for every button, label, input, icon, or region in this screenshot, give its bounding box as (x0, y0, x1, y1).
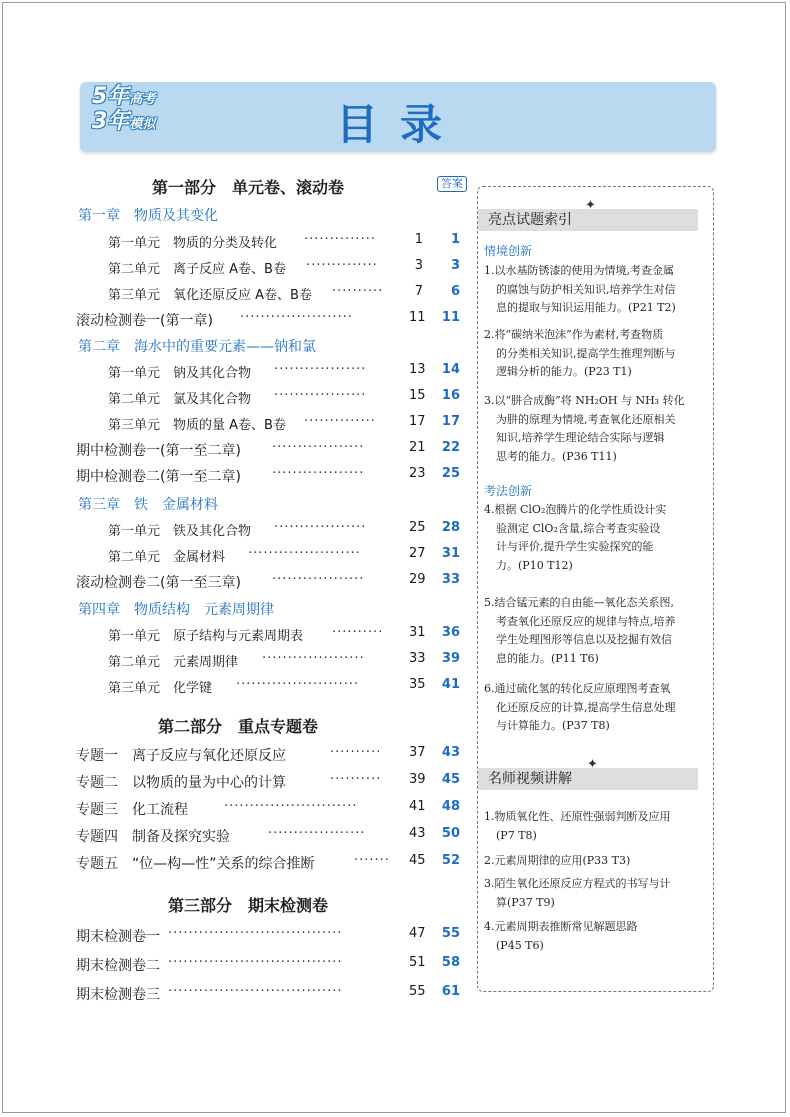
toc-label: 专题一 离子反应与氧化还原反应 (76, 748, 286, 764)
answer-page: 52 (441, 853, 460, 868)
answer-page: 33 (441, 572, 460, 587)
answer-page: 14 (441, 362, 460, 377)
highlight-item-6: 6.通过硫化氢的转化反应原理图考查氧 化还原反应的计算,提高学生信息处理 与计算能力。(P37 T8) (484, 682, 676, 732)
video-item-2[interactable]: 2.元素周期律的应用(P33 T3) (484, 854, 631, 867)
answer-column-tag: 答案 (437, 176, 467, 192)
answer-page: 61 (441, 984, 460, 999)
sparkle-icon: ✦ (585, 198, 596, 213)
leader-dots: ·································· (168, 955, 343, 970)
page-number: 11 (409, 310, 426, 325)
answer-page: 17 (441, 414, 460, 429)
toc-row-roll1[interactable] (76, 310, 460, 332)
leader-dots: ·················· (272, 572, 365, 587)
toc-label: 第一单元 原子结构与元素周期表 (108, 629, 304, 644)
page-number: 37 (409, 745, 426, 760)
chapter-2-heading: 第二章 海水中的重要元素——钠和氯 (78, 339, 316, 355)
leader-dots: ······· (354, 853, 390, 868)
toc-row-mid1[interactable] (76, 440, 460, 462)
leader-dots: ·················· (272, 440, 365, 455)
answer-page: 31 (441, 546, 460, 561)
chapter-3-heading: 第三章 铁 金属材料 (78, 497, 218, 513)
leader-dots: ·············· (304, 414, 376, 429)
toc-row-ch4-u1[interactable] (76, 625, 460, 647)
page-number: 55 (409, 984, 426, 999)
leader-dots: ·············· (304, 232, 376, 247)
toc-row-final1[interactable] (76, 926, 460, 948)
page-number: 17 (409, 414, 426, 429)
toc-row-ch1-u2[interactable] (76, 258, 460, 280)
toc-label: 专题四 制备及探究实验 (76, 829, 230, 845)
answer-page: 48 (441, 799, 460, 814)
toc-row-roll2[interactable] (76, 572, 460, 594)
answer-page: 28 (441, 520, 460, 535)
toc-label: 第三单元 氧化还原反应 A卷、B卷 (108, 288, 312, 303)
sparkle-icon: ✦ (587, 757, 598, 772)
brand-logo: 5年高考 3年模拟 (92, 84, 156, 134)
toc-row-mid2[interactable] (76, 466, 460, 488)
leader-dots: ·········· (330, 772, 382, 787)
page-number: 15 (409, 388, 426, 403)
leader-dots: ·················· (274, 388, 367, 403)
answer-page: 16 (441, 388, 460, 403)
highlight-item-3: 3.以“肼合成酶”将 NH₂OH 与 NH₃ 转化 为肼的原理为情境,考查氧化还原相关 知识,培养学生理论结合实际与逻辑 思考的能力。(P36 T11) (484, 394, 685, 463)
page-number: 13 (409, 362, 426, 377)
video-item-4[interactable]: 4.元素周期表推断常见解题思路 (P45 T6) (484, 920, 638, 952)
toc-label: 专题五 “位—构—性”关系的综合推断 (76, 856, 315, 872)
toc-label: 滚动检测卷一(第一章) (76, 313, 213, 329)
leader-dots: ·································· (168, 926, 343, 941)
toc-row-topic2[interactable] (76, 772, 460, 794)
answer-page: 50 (441, 826, 460, 841)
page-number: 27 (409, 546, 426, 561)
leader-dots: ·········· (332, 625, 384, 640)
answer-page: 43 (441, 745, 460, 760)
page-number: 51 (409, 955, 426, 970)
answer-page: 3 (450, 258, 460, 273)
leader-dots: ······················ (240, 310, 353, 325)
toc-label: 期中检测卷一(第一至二章) (76, 443, 241, 459)
toc-row-final3[interactable] (76, 984, 460, 1006)
video-item-1[interactable]: 1.物质氧化性、还原性强弱判断及应用 (P7 T8) (484, 810, 671, 842)
part2-title: 第二部分 重点专题卷 (158, 717, 319, 736)
part1-title: 第一部分 单元卷、滚动卷 (152, 178, 345, 197)
highlight-item-2: 2.将“碳纳米泡沫”作为素材,考查物质 的分类相关知识,提高学生推理判断与 逻辑分析的能力。(P23 T1) (484, 328, 676, 378)
page-number: 7 (414, 284, 423, 299)
category-method: 考法创新 (484, 484, 533, 498)
leader-dots: ··················· (268, 826, 366, 841)
leader-dots: ·································· (168, 984, 343, 999)
page-number: 39 (409, 772, 426, 787)
page-number: 33 (409, 651, 426, 666)
toc-row-ch2-u3[interactable] (76, 414, 460, 436)
highlight-item-5: 5.结合锰元素的自由能—氧化态关系图, 考查氧化还原反应的规律与特点,培养 学生处理图形等信息以及挖掘有效信 息的能力。(P11 T6) (484, 596, 676, 665)
answer-page: 25 (441, 466, 460, 481)
answer-page: 36 (441, 625, 460, 640)
part3-title: 第三部分 期末检测卷 (168, 896, 329, 915)
page-number: 35 (409, 677, 426, 692)
page-number: 45 (409, 853, 426, 868)
leader-dots: ·············· (306, 258, 378, 273)
answer-page: 45 (441, 772, 460, 787)
answer-page: 6 (450, 284, 460, 299)
leader-dots: ························ (236, 677, 360, 692)
toc-label: 期末检测卷二 (76, 958, 160, 974)
page-number: 3 (414, 258, 423, 273)
toc-row-ch2-u1[interactable] (76, 362, 460, 384)
toc-row-ch4-u3[interactable] (76, 677, 460, 699)
answer-page: 58 (441, 955, 460, 970)
page-number: 1 (414, 232, 423, 247)
page-number: 29 (409, 572, 426, 587)
highlight-item-4: 4.根据 ClO₂泡腾片的化学性质设计实 验测定 ClO₂含量,综合考查实验设 计与评价,提升学生实验探究的能 力。(P10 T12) (484, 503, 667, 572)
toc-label: 第二单元 离子反应 A卷、B卷 (108, 262, 286, 277)
toc-row-topic5[interactable] (76, 853, 460, 875)
toc-label: 第一单元 钠及其化合物 (108, 366, 252, 381)
page-number: 21 (409, 440, 426, 455)
toc-label: 滚动检测卷二(第一至三章) (76, 575, 241, 591)
leader-dots: ···················· (262, 651, 365, 666)
page-number: 47 (409, 926, 426, 941)
leader-dots: ·················· (274, 520, 367, 535)
toc-label: 第二单元 氯及其化合物 (108, 392, 252, 407)
toc-label: 专题三 化工流程 (76, 802, 188, 818)
toc-label: 期末检测卷一 (76, 929, 160, 945)
leader-dots: ·················· (274, 362, 367, 377)
page-number: 41 (409, 799, 426, 814)
answer-page: 55 (441, 926, 460, 941)
leader-dots: ·········· (332, 284, 384, 299)
page-number: 25 (409, 520, 426, 535)
toc-row-ch1-u1[interactable] (76, 232, 460, 254)
toc-row-ch3-u1[interactable] (76, 520, 460, 542)
page-number: 43 (409, 826, 426, 841)
toc-row-final2[interactable] (76, 955, 460, 977)
toc-label: 第二单元 元素周期律 (108, 655, 239, 670)
toc-label: 第三单元 化学键 (108, 681, 213, 696)
toc-label: 第三单元 物质的量 A卷、B卷 (108, 418, 286, 433)
toc-label: 第二单元 金属材料 (108, 550, 226, 565)
leader-dots: ·········· (330, 745, 382, 760)
highlight-item-1: 1.以水基防锈漆的使用为情境,考查金属 的腐蚀与防护相关知识,培养学生对信 息的提取与知识运用能力。(P21 T2) (484, 264, 676, 314)
answer-page: 22 (441, 440, 460, 455)
sidebar-heading-index: 亮点试题索引 (478, 209, 698, 231)
toc-label: 第一单元 物质的分类及转化 (108, 236, 278, 251)
toc-label: 期中检测卷二(第一至二章) (76, 469, 241, 485)
toc-row-ch3-u2[interactable] (76, 546, 460, 568)
toc-label: 专题二 以物质的量为中心的计算 (76, 775, 286, 791)
toc-row-topic1[interactable] (76, 745, 460, 767)
toc-row-topic4[interactable] (76, 826, 460, 848)
toc-label: 期末检测卷三 (76, 987, 160, 1003)
sidebar-heading-video: 名师视频讲解 (478, 768, 698, 790)
category-context: 情境创新 (484, 244, 533, 258)
answer-page: 1 (450, 232, 460, 247)
leader-dots: ·················· (272, 466, 365, 481)
toc-row-ch1-u3[interactable] (76, 284, 460, 306)
chapter-1-heading: 第一章 物质及其变化 (78, 208, 218, 224)
page-number: 31 (409, 625, 426, 640)
toc-row-topic3[interactable] (76, 799, 460, 821)
answer-page: 39 (441, 651, 460, 666)
page-title: 目录 (335, 100, 464, 149)
toc-row-ch2-u2[interactable] (76, 388, 460, 410)
leader-dots: ·························· (224, 799, 358, 814)
video-item-3[interactable]: 3.陌生氧化还原反应方程式的书写与计 算(P37 T9) (484, 877, 671, 909)
answer-page: 11 (441, 310, 460, 325)
chapter-4-heading: 第四章 物质结构 元素周期律 (78, 602, 274, 618)
page-number: 23 (409, 466, 426, 481)
toc-row-ch4-u2[interactable] (76, 651, 460, 673)
answer-page: 41 (441, 677, 460, 692)
leader-dots: ······················ (248, 546, 361, 561)
toc-label: 第一单元 铁及其化合物 (108, 524, 252, 539)
